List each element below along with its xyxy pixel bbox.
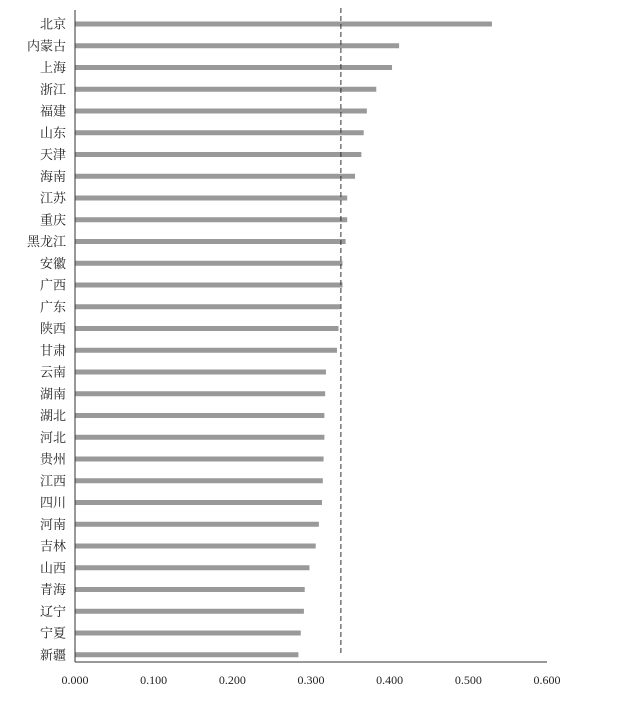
bar-重庆 [75,217,347,222]
bar-吉林 [75,544,316,549]
bar-陕西 [75,326,339,331]
bars-layer [75,22,492,658]
category-label: 辽宁 [39,604,66,620]
bar-甘肃 [75,348,337,353]
x-tick-label: 0.300 [297,673,325,687]
bar-江西 [75,478,323,483]
bar-内蒙古 [75,43,399,48]
x-tick-label: 0.600 [533,673,561,687]
x-tick-label: 0.100 [140,673,168,687]
category-label: 甘肃 [39,343,66,359]
bar-湖南 [75,391,325,396]
bar-贵州 [75,457,324,462]
bar-辽宁 [75,609,304,614]
bar-新疆 [75,652,298,657]
bar-河北 [75,435,324,440]
category-label: 贵州 [39,452,66,468]
bar-四川 [75,500,322,505]
bar-安徽 [75,261,342,266]
category-label: 福建 [39,104,66,120]
bar-湖北 [75,413,324,418]
bar-黑龙江 [75,239,346,244]
x-tick-label: 0.400 [376,673,404,687]
bar-海南 [75,174,355,179]
category-label: 山东 [39,126,66,142]
bar-江苏 [75,196,347,201]
bar-云南 [75,370,326,375]
category-label: 湖北 [39,409,66,424]
category-label: 青海 [39,583,66,598]
category-label: 宁夏 [39,626,66,642]
category-label: 湖南 [39,387,66,403]
bar-浙江 [75,87,376,92]
bar-北京 [75,22,492,27]
bar-广西 [75,283,342,288]
x-tick-label: 0.500 [454,673,482,687]
bar-宁夏 [75,631,301,636]
category-label: 江苏 [39,191,66,207]
category-label: 新疆 [39,648,66,664]
category-label: 河南 [39,517,66,533]
category-label: 吉林 [39,539,66,555]
category-label: 云南 [39,365,66,381]
category-label: 安徽 [39,256,66,272]
category-label: 浙江 [39,82,66,98]
bar-青海 [75,587,305,592]
x-tick-label: 0.000 [61,673,89,687]
bar-上海 [75,65,392,70]
bar-天津 [75,152,361,157]
category-label: 重庆 [39,213,66,229]
category-labels [27,17,67,664]
category-label: 上海 [39,61,66,76]
category-label: 内蒙古 [26,39,66,55]
category-label: 广西 [39,278,66,294]
bar-河南 [75,522,319,527]
category-label: 海南 [39,169,66,185]
x-tick-label: 0.200 [218,673,246,687]
bar-福建 [75,109,367,114]
bar-山东 [75,130,364,135]
bar-广东 [75,304,340,309]
category-label: 广东 [39,300,66,316]
category-label: 河北 [39,430,66,446]
category-label: 四川 [39,496,66,511]
category-label: 江西 [39,474,66,490]
category-label: 黑龙江 [26,235,66,250]
category-label: 陕西 [39,322,66,337]
category-label: 山西 [39,561,66,577]
category-label: 北京 [39,17,66,33]
bar-山西 [75,565,309,570]
category-label: 天津 [39,148,66,163]
